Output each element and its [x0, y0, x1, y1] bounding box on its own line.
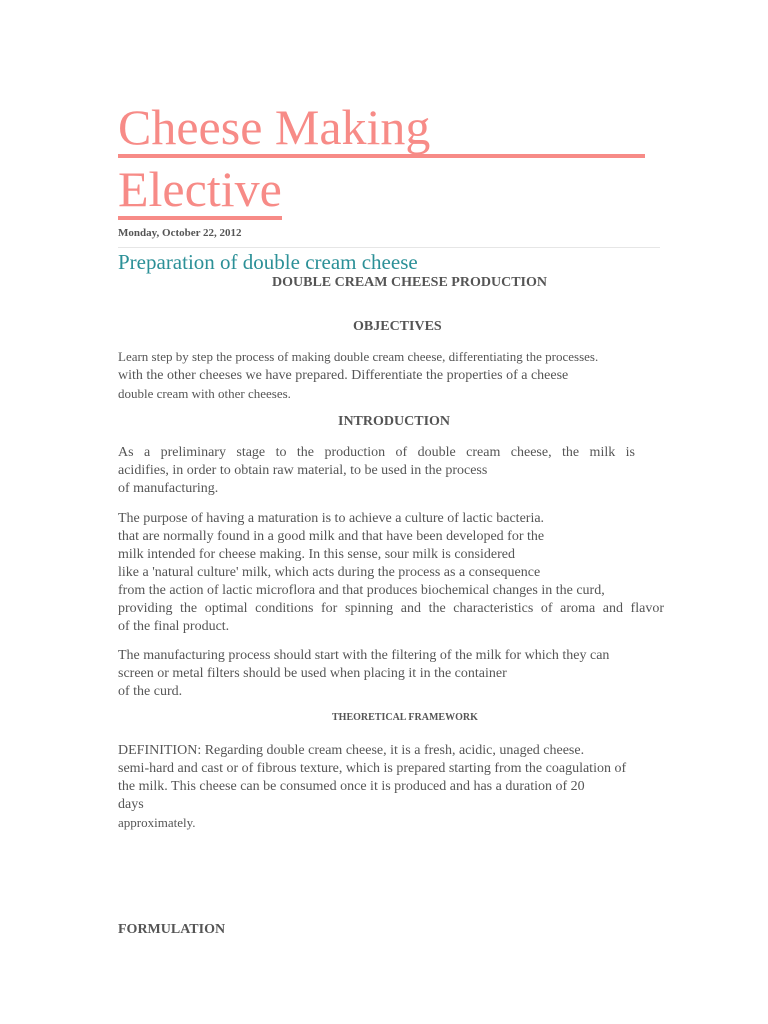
intro-p2-line: like a 'natural culture' milk, which acts during the process as a consequence: [118, 565, 541, 580]
blog-title-line-2[interactable]: Elective: [118, 162, 282, 220]
intro-p2-line: of the final product.: [118, 619, 230, 634]
definition-line: days: [118, 797, 144, 812]
intro-p1-line: of manufacturing.: [118, 481, 219, 496]
intro-p2-line: providing the optimal conditions for spinning and the characteristics of aroma and flavor: [118, 601, 664, 616]
intro-p1-line: As a preliminary stage to the production of double cream cheese, the milk is: [118, 445, 635, 460]
introduction-heading: INTRODUCTION: [338, 414, 451, 429]
definition-line: DEFINITION: Regarding double cream cheese, it is a fresh, acidic, unaged cheese.: [118, 743, 585, 758]
blog-title[interactable]: [118, 96, 645, 220]
objectives-heading: OBJECTIVES: [353, 319, 442, 334]
definition-line: the milk. This cheese can be consumed once it is produced and has a duration of 20: [118, 779, 585, 794]
blog-title-line-1[interactable]: Cheese Making: [118, 100, 645, 158]
formulation-heading: FORMULATION: [118, 922, 226, 937]
intro-p2-line: milk intended for cheese making. In this sense, sour milk is considered: [118, 547, 515, 562]
definition-line: approximately.: [118, 815, 196, 830]
intro-p3-line: screen or metal filters should be used when placing it in the container: [118, 666, 507, 681]
intro-p2-line: that are normally found in a good milk and that have been developed for the: [118, 529, 545, 544]
objectives-line: with the other cheeses we have prepared. Differentiate the properties of a cheese: [118, 368, 569, 383]
intro-p3-line: The manufacturing process should start with the filtering of the milk for which they can: [118, 648, 610, 663]
date-header: Monday, October 22, 2012: [118, 227, 242, 239]
objectives-line: Learn step by step the process of making double cream cheese, differentiating the processes.: [118, 349, 599, 364]
post-title[interactable]: Preparation of double cream cheese: [118, 250, 418, 274]
theoretical-framework-heading: THEORETICAL FRAMEWORK: [332, 712, 478, 723]
intro-p1-line: acidifies, in order to obtain raw material, to be used in the process: [118, 463, 488, 478]
intro-p2-line: The purpose of having a maturation is to achieve a culture of lactic bacteria.: [118, 511, 545, 526]
definition-line: semi-hard and cast or of fibrous texture, which is prepared starting from the coagulation of: [118, 761, 627, 776]
intro-p2-line: from the action of lactic microflora and that produces biochemical changes in the curd,: [118, 583, 605, 598]
intro-p3-line: of the curd.: [118, 684, 183, 699]
objectives-line: double cream with other cheeses.: [118, 386, 291, 401]
main-heading: DOUBLE CREAM CHEESE PRODUCTION: [272, 275, 547, 290]
